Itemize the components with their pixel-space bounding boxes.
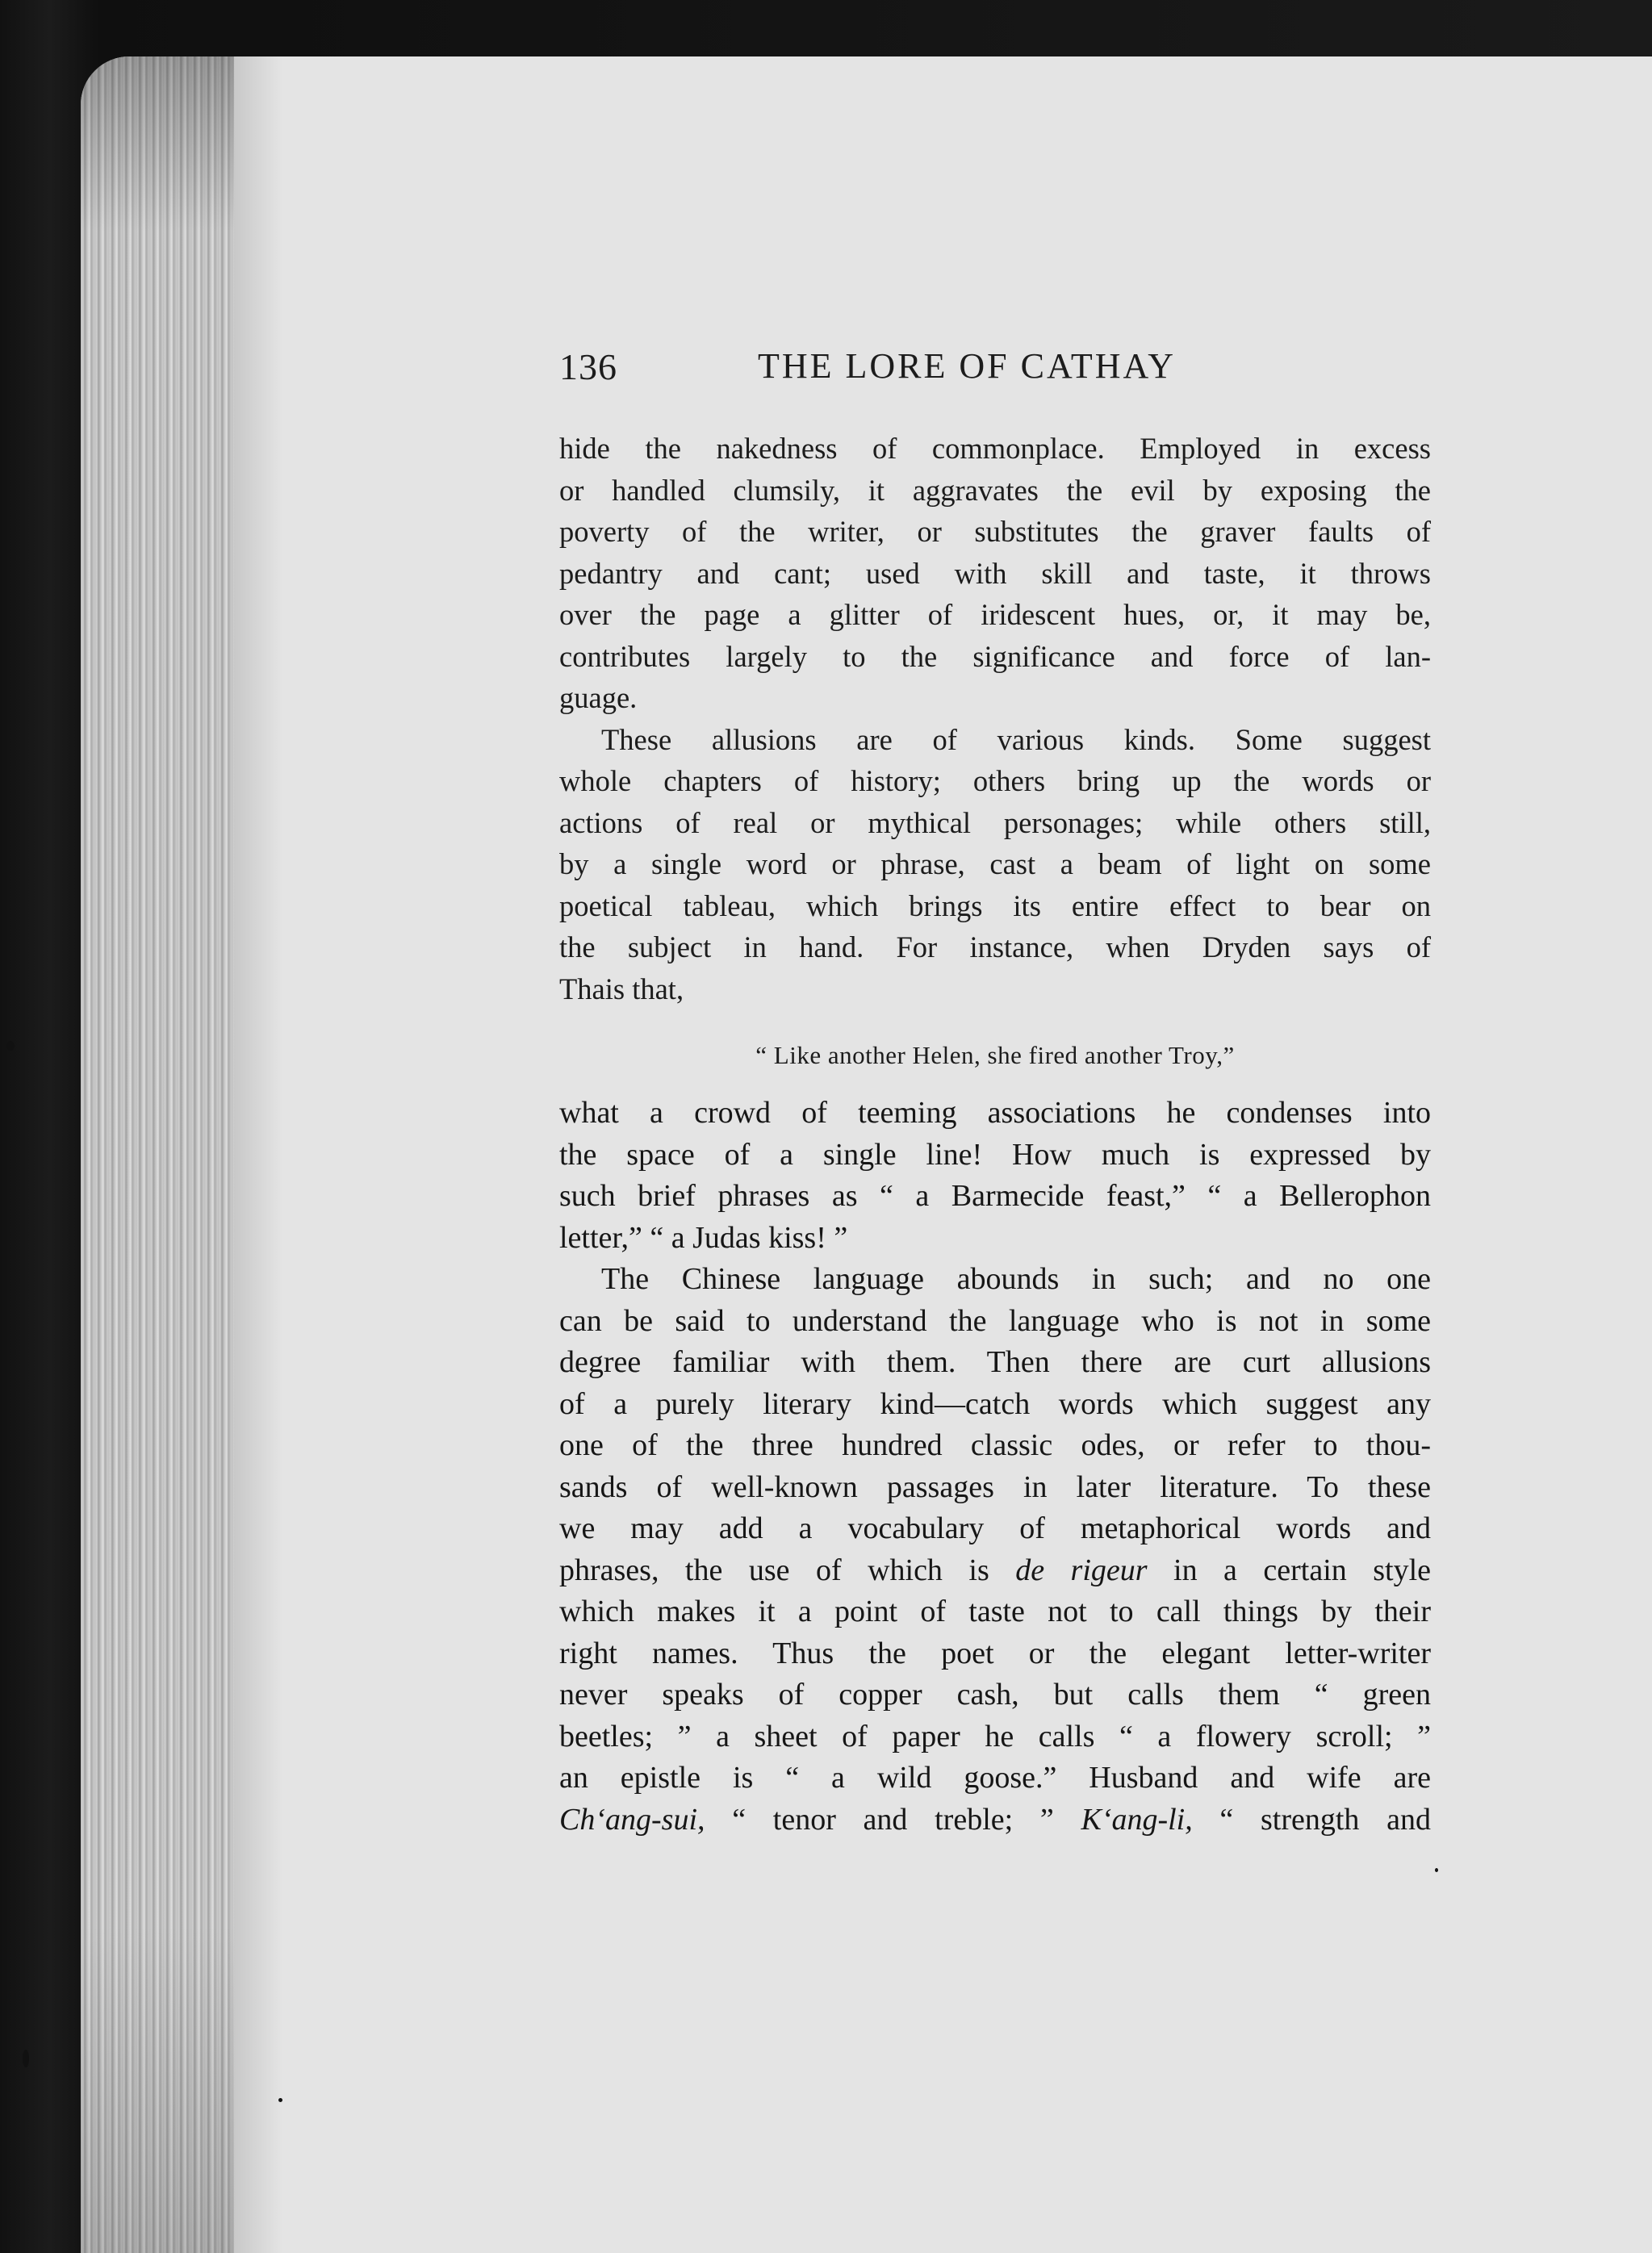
text-line: beetles; ” a sheet of paper he calls “ a flowery scroll; ”	[559, 1719, 1431, 1753]
text-line: what a crowd of teeming associations he condenses into	[559, 1096, 1431, 1130]
text-run: “ strength and	[1192, 1802, 1431, 1837]
scan-speck	[1435, 1868, 1438, 1872]
italic-term: de rigeur	[1015, 1553, 1148, 1587]
scan-speck	[6, 1041, 15, 1051]
text-run: in a certain style	[1147, 1553, 1431, 1587]
running-head	[559, 345, 1431, 402]
text-line: These allusions are of various kinds. Some suggest	[601, 722, 1431, 756]
text-line: one of the three hundred classic odes, or refer to thou-	[559, 1428, 1431, 1462]
text-line: poverty of the writer, or substitutes the graver faults of	[559, 515, 1431, 548]
text-line: of a purely literary kind—catch words which suggest any	[559, 1386, 1431, 1421]
text-line: guage.	[559, 681, 638, 714]
scan-speck	[278, 2098, 282, 2102]
text-line: Thais that,	[559, 972, 684, 1005]
body-text-bottom	[559, 1093, 1431, 1841]
text-line: by a single word or phrase, cast a beam of light on some	[559, 847, 1431, 880]
text-line: hide the nakedness of commonplace. Employed in excess	[559, 432, 1431, 465]
text-line: whole chapters of history; others bring up the words or	[559, 764, 1431, 797]
text-line: can be said to understand the language who is not in some	[559, 1303, 1431, 1338]
text-line: such brief phrases as “ a Barmecide feast,” “ a Bellerophon	[559, 1179, 1431, 1213]
text-line: degree familiar with them. Then there are curt allusions	[559, 1345, 1431, 1379]
gutter-shadow	[234, 56, 282, 2253]
text-line: the subject in hand. For instance, when Dryden says of	[559, 930, 1431, 963]
block-quote: “ Like another Helen, she fired another Troy,”	[755, 1041, 1235, 1069]
text-line: the space of a single line! How much is expressed by	[559, 1137, 1431, 1172]
text-line-last	[559, 1799, 1431, 1841]
text-line: or handled clumsily, it aggravates the evil by exposing the	[559, 473, 1431, 507]
italic-term: Ch‘ang-sui,	[559, 1802, 705, 1837]
page-edges-shade	[81, 56, 234, 2253]
text-line: over the page a glitter of iridescent hues, or, it may be,	[559, 598, 1431, 631]
text-run: “ tenor and treble; ”	[705, 1802, 1081, 1837]
text-line: sands of well-known passages in later literature. To these	[559, 1469, 1431, 1504]
text-line: contributes largely to the significance and force of lan-	[559, 639, 1431, 673]
running-title: THE LORE OF CATHAY	[758, 346, 1177, 386]
page-number: 136	[559, 346, 617, 387]
italic-term: K‘ang-li,	[1081, 1802, 1193, 1837]
text-line: which makes it a point of taste not to call things by their	[559, 1595, 1431, 1628]
text-line: actions of real or mythical personages; while others still,	[559, 805, 1431, 839]
text-line: right names. Thus the poet or the elegant letter-writer	[559, 1636, 1431, 1670]
text-line: poetical tableau, which brings its entire effect to bear on	[559, 888, 1431, 922]
text-line: an epistle is “ a wild goose.” Husband and wife are	[559, 1761, 1431, 1795]
text-line: The Chinese language abounds in such; and no one	[601, 1262, 1431, 1296]
text-run: phrases, the use of which is	[559, 1553, 1016, 1587]
text-line: never speaks of copper cash, but calls them “ green	[559, 1678, 1431, 1712]
text-line-rigeur	[559, 1550, 1431, 1592]
body-text-top	[559, 428, 1431, 1097]
text-line: pedantry and cant; used with skill and taste, it throws	[559, 556, 1431, 590]
text-line: we may add a vocabulary of metaphorical words and	[559, 1511, 1431, 1545]
scan-speck	[23, 2050, 29, 2067]
text-line: letter,” “ a Judas kiss! ”	[559, 1220, 848, 1255]
